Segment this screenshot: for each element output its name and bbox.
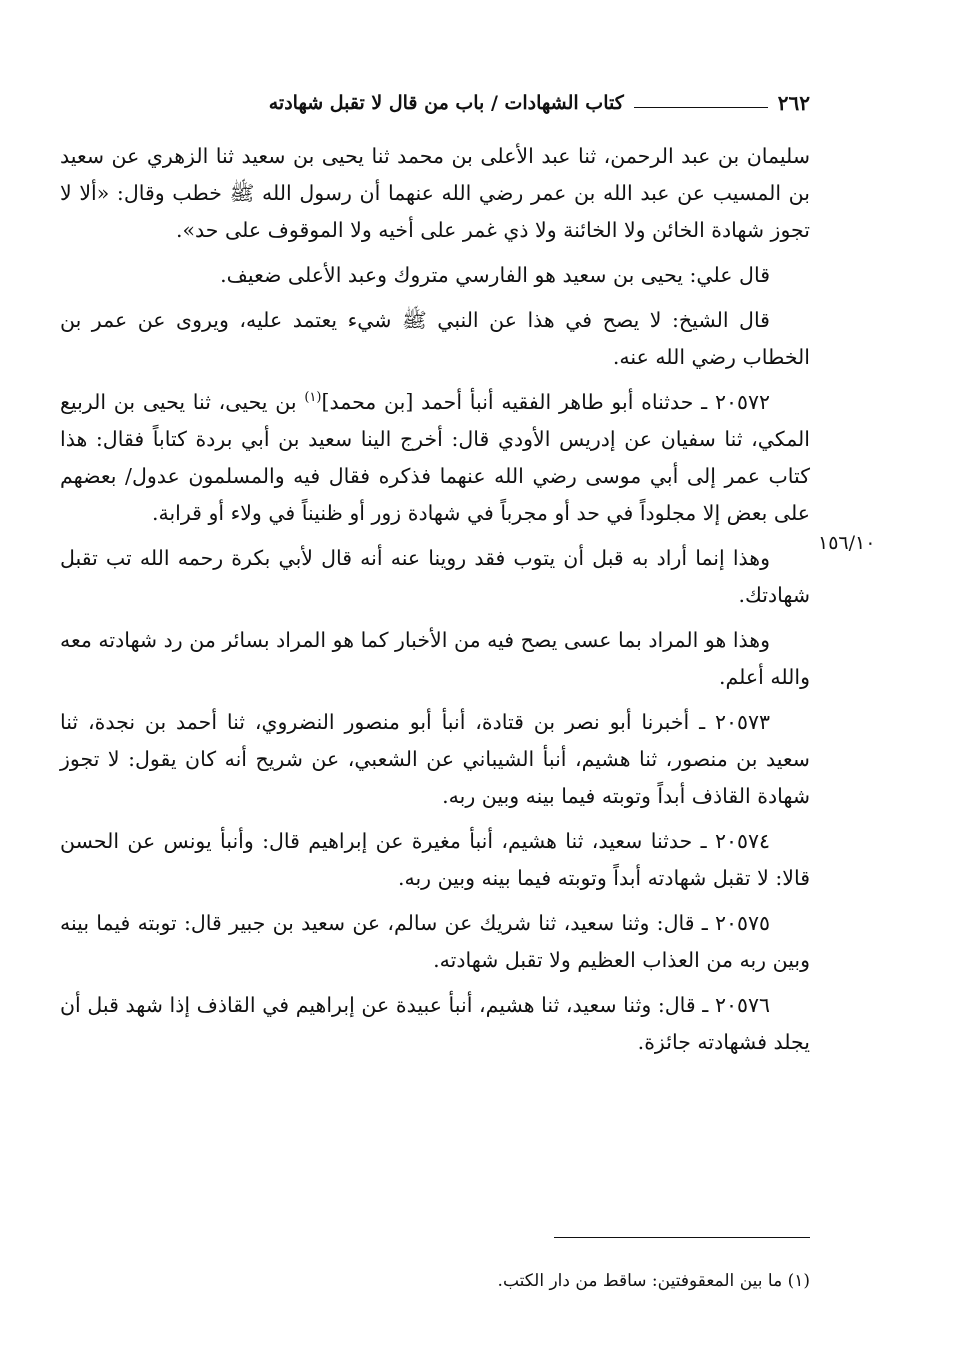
hadith-paragraph: ٢٠٥٧٤ ـ حدثنا سعيد، ثنا هشيم، أنبأ مغيرة عن إبراهيم قال: وأنبأ يونس عن الحسن قالا: لا تقبل شهادته أبداً وتوبته فيما بينه وبين ربه.: [60, 829, 810, 890]
page-number: ٢٦٢: [777, 91, 810, 115]
footnote-reference[interactable]: (١): [304, 390, 322, 406]
paragraph-text: ٢٠٥٧٢ ـ حدثناه أبو طاهر الفقيه أنبأ أحمد [بن محمد]: [321, 390, 770, 414]
hadith-paragraph: [60, 384, 810, 532]
footnote: (١) ما بين المعقوفتين: ساقط من دار الكتب.: [497, 1271, 810, 1291]
hadith-paragraph: ٢٠٥٧٣ ـ أخبرنا أبو نصر بن قتادة، أنبأ أبو منصور النضروي، ثنا أحمد بن نجدة، ثنا سعيد بن منصور، ثنا هشيم، أنبأ الشيباني عن الشعبي، عن شريح أنه كان يقول: لا تجوز شهادة القاذف أبداً وتوبته فيما بينه وبين ربه.: [60, 710, 810, 808]
footnote-rule: [554, 1237, 810, 1238]
hadith-paragraph: ٢٠٥٧٦ ـ قال: وثنا سعيد، ثنا هشيم، أنبأ عبيدة عن إبراهيم في القاذف إذا شهد قبل أن يجلد فشهادته جائزة.: [60, 993, 810, 1054]
paragraph: وهذا إنما أراد به قبل أن يتوب فقد روينا عنه أنه قال لأبي بكرة رحمه الله تب تقبل شهادتك.: [60, 546, 810, 607]
body-text: [60, 138, 810, 1061]
paragraph: سليمان بن عبد الرحمن، ثنا عبد الأعلى بن محمد ثنا يحيى بن سعيد ثنا الزهري عن سعيد بن المسيب عن عبد الله بن عمر رضي الله عنهما أن رسول الله ﷺ خطب وقال: «ألا لا تجوز شهادة الخائن ولا الخائنة ولا ذي غمر على أخيه ولا الموقوف على حد».: [60, 144, 810, 242]
paragraph: قال علي: يحيى بن سعيد هو الفارسي متروك وعبد الأعلى ضعيف.: [220, 263, 770, 287]
margin-note: ١٥٦/١٠: [818, 532, 876, 554]
paragraph: وهذا هو المراد بما عسى يصح فيه من الأخبار كما هو المراد بسائر من رد شهادته معه والله أعلم.: [60, 628, 810, 689]
header-rule: [634, 107, 768, 108]
paragraph: قال الشيخ: لا يصح في هذا عن النبي ﷺ شيء يعتمد عليه، ويروى عن عمر بن الخطاب رضي الله عنه.: [60, 308, 810, 369]
chapter-title: كتاب الشهادات / باب من قال لا تقبل شهادته: [268, 92, 624, 114]
paragraph-text: بن يحيى، ثنا يحيى بن الربيع المكي، ثنا سفيان عن إدريس الأودي قال: أخرج الينا سعيد بن أبي بردة كتاباً فقال: هذا كتاب عمر إلى أبي موسى رضي الله عنهما فذكره فقال فيه والمسلمون عدول/ بعضهم على بعض إلا مجلوداً في حد أو مجرباً في شهادة زور أو ظنيناً في ولاء أو قرابة.: [60, 390, 810, 525]
hadith-paragraph: ٢٠٥٧٥ ـ قال: وثنا سعيد، ثنا شريك عن سالم، عن سعيد بن جبير قال: توبته فيما بينه وبين ربه من العذاب العظيم ولا تقبل شهادته.: [60, 911, 810, 972]
running-head: [62, 86, 810, 120]
